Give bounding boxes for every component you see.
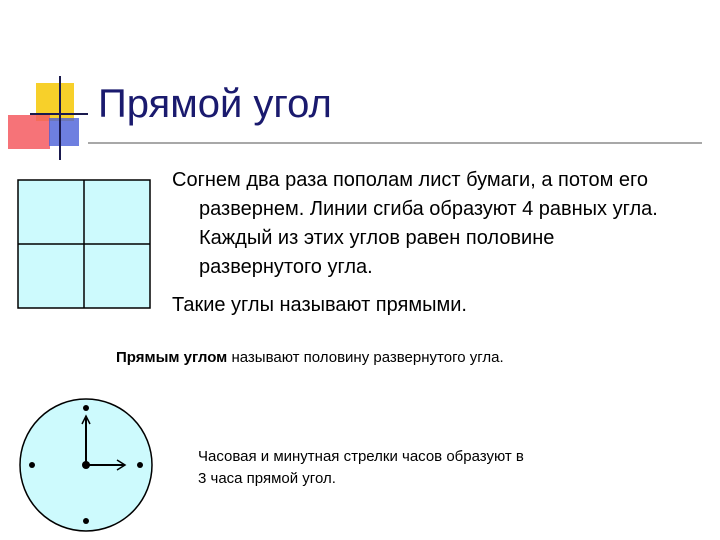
- paragraph-folding: Согнем два раза пополам лист бумаги, а потом его развернем. Линии сгиба образуют 4 равных угла. Каждый из этих углов равен половине развернутого угла.: [172, 169, 658, 278]
- title-divider: [88, 142, 702, 144]
- clock-center-pin: [82, 461, 90, 469]
- definition-term: Прямым углом: [116, 349, 228, 366]
- folded-paper-illustration: [16, 178, 152, 310]
- paragraph-right-angles: Такие углы называют прямыми.: [172, 294, 467, 316]
- right-angle-definition: [116, 348, 504, 368]
- clock-mark-12: [83, 405, 89, 411]
- definition-text: называют половину развернутого угла.: [227, 349, 504, 366]
- deco-blue-square: [49, 118, 79, 146]
- main-text-block: [172, 166, 672, 320]
- clock-caption-line-2: 3 часа прямой угол.: [198, 470, 336, 487]
- clock-caption-line-1: Часовая и минутная стрелки часов образуют в: [198, 448, 524, 465]
- clock-caption: [198, 446, 618, 490]
- slide-title: Прямой угол: [98, 82, 332, 126]
- clock-mark-3: [137, 462, 143, 468]
- clock-illustration: [16, 398, 156, 538]
- clock-mark-9: [29, 462, 35, 468]
- deco-red-square: [8, 115, 50, 149]
- clock-mark-6: [83, 518, 89, 524]
- slide-corner-decoration: [0, 0, 110, 170]
